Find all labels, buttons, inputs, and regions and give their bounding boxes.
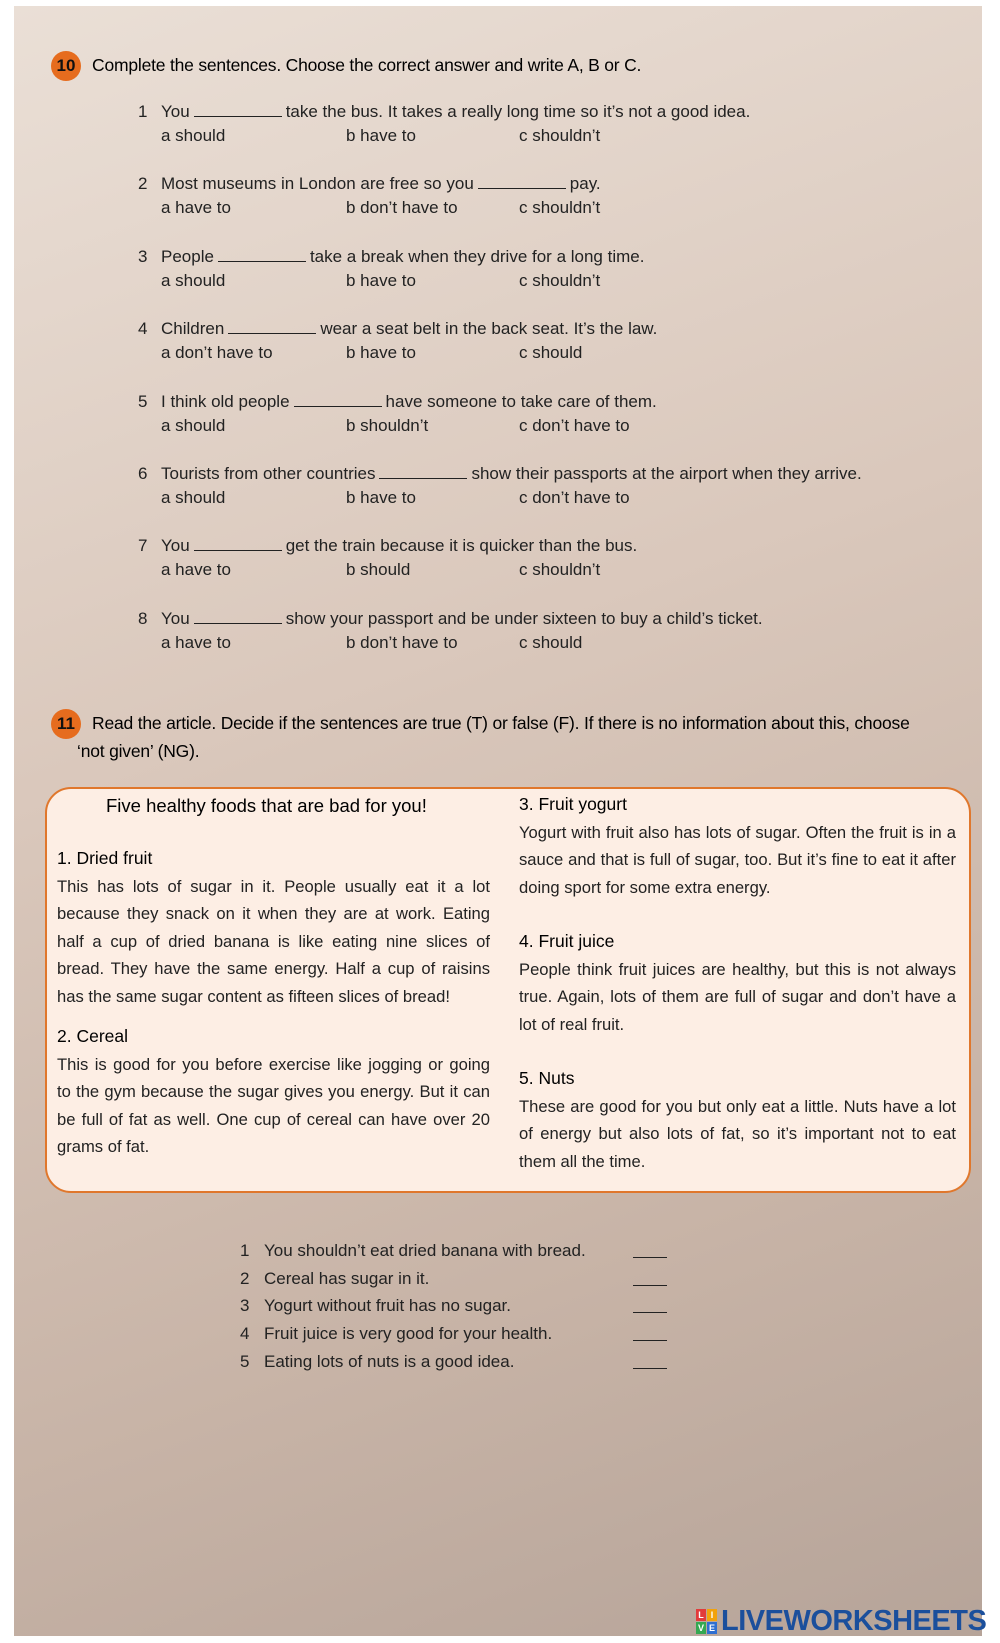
statement-number: 2	[240, 1268, 250, 1288]
logo-letter-tile: I	[707, 1609, 717, 1621]
logo-text: LIVEWORKSHEETS	[721, 1604, 987, 1637]
answer-blank[interactable]	[294, 392, 382, 407]
question-number: 5	[138, 391, 148, 411]
answer-blank[interactable]	[194, 536, 282, 551]
exercise-10-badge: 10	[51, 51, 81, 81]
question-text-before: Children	[161, 319, 225, 339]
option-c: c don’t have to	[519, 488, 630, 507]
article-body-fruit-juice: People think fruit juices are healthy, but this is not always true. Again, lots of them are full of sugar and don’t have a lot of real fruit.	[519, 959, 956, 1034]
question-text-before: You	[161, 102, 190, 121]
question-text-after: show your passport and be under sixteen to buy a child’s ticket.	[285, 608, 763, 628]
article-heading-fruit-yogurt: 3. Fruit yogurt	[519, 794, 627, 814]
answer-blank[interactable]	[228, 319, 316, 334]
question-number: 8	[138, 608, 148, 628]
question-text-after: wear a seat belt in the back seat. It’s the law.	[320, 319, 658, 339]
question-stem	[161, 174, 601, 194]
article-title: Five healthy foods that are bad for you!	[106, 795, 427, 816]
option-a: a have to	[161, 198, 231, 218]
question-text-after: pay.	[569, 174, 601, 194]
article-heading-nuts: 5. Nuts	[519, 1068, 575, 1088]
answer-blank[interactable]	[478, 174, 566, 189]
article-box	[45, 787, 971, 1193]
option-b: b have to	[346, 270, 416, 290]
option-c: c shouldn’t	[519, 270, 601, 290]
answer-blank[interactable]	[218, 247, 306, 262]
statement-text: Cereal has sugar in it.	[264, 1268, 430, 1288]
question-stem	[161, 464, 862, 484]
question-text-before: Most museums in London are free so you	[161, 174, 474, 194]
question-text-after: have someone to take care of them.	[385, 391, 657, 411]
statement-number: 3	[240, 1296, 250, 1316]
option-c: c shouldn’t	[519, 126, 601, 145]
statement-text: You shouldn’t eat dried banana with bread.	[264, 1241, 586, 1260]
answer-line[interactable]	[633, 1340, 667, 1341]
option-a: a should	[161, 270, 226, 290]
exercise-11-instruction-line1: Read the article. Decide if the sentences are true (T) or false (F). If there is no information about this, choose	[92, 713, 910, 733]
question-number: 6	[138, 464, 148, 483]
logo-letter-tile: E	[708, 1622, 715, 1633]
option-b: b don’t have to	[346, 632, 458, 652]
option-c: c should	[519, 343, 583, 363]
question-text-before: I think old people	[161, 391, 290, 411]
liveworksheets-logo	[696, 1604, 986, 1638]
question-stem	[161, 102, 750, 122]
statement-text: Fruit juice is very good for your health.	[264, 1324, 553, 1344]
question-stem	[161, 247, 644, 267]
article-heading-dried-fruit: 1. Dried fruit	[57, 848, 153, 868]
question-number: 4	[138, 319, 148, 339]
article-body-nuts: These are good for you but only eat a little. Nuts have a lot of energy but also lots of fat, so it’s important not to eat them all the time.	[519, 1096, 956, 1171]
question-stem	[161, 536, 637, 556]
answer-blank[interactable]	[379, 464, 467, 479]
logo-mark	[696, 1609, 717, 1634]
answer-line[interactable]	[633, 1257, 667, 1258]
option-a: a have to	[161, 632, 231, 652]
option-c: c don’t have to	[519, 415, 630, 435]
logo-letter-tile: V	[697, 1622, 704, 1633]
option-a: a don’t have to	[161, 343, 273, 363]
answer-blank[interactable]	[194, 609, 282, 624]
statement-text: Yogurt without fruit has no sugar.	[264, 1296, 511, 1316]
answer-line[interactable]	[633, 1285, 667, 1286]
question-number: 2	[138, 174, 148, 194]
option-b: b should	[346, 560, 411, 580]
statement-text: Eating lots of nuts is a good idea.	[264, 1351, 515, 1371]
question-text-after: get the train because it is quicker than the bus.	[285, 536, 638, 556]
question-stem	[161, 319, 657, 339]
option-c: c shouldn’t	[519, 198, 601, 218]
article-heading-fruit-juice: 4. Fruit juice	[519, 931, 615, 951]
answer-blank[interactable]	[194, 102, 282, 117]
option-c: c should	[519, 632, 583, 652]
exercise-10-instruction: Complete the sentences. Choose the correct answer and write A, B or C.	[92, 55, 642, 75]
option-a: a should	[161, 126, 226, 145]
statement-number: 5	[240, 1351, 250, 1371]
option-a: a should	[161, 415, 226, 435]
question-text-before: Tourists from other countries	[161, 464, 376, 483]
article-heading-cereal: 2. Cereal	[57, 1026, 129, 1046]
article-body-fruit-yogurt: Yogurt with fruit also has lots of sugar. Often the fruit is in a sauce and that is full of sugar, too. But it’s fine to eat it after doing sport for some extra energy.	[519, 822, 956, 897]
statement-number: 4	[240, 1324, 250, 1344]
question-text-after: take the bus. It takes a really long time so it’s not a good idea.	[285, 102, 751, 121]
exercise-11-badge: 11	[51, 709, 81, 739]
question-stem	[161, 392, 657, 412]
answer-line[interactable]	[633, 1312, 667, 1313]
option-b: b have to	[346, 488, 416, 507]
exercise-11-instruction-line2: ‘not given’ (NG).	[77, 741, 200, 761]
question-text-before: You	[161, 608, 190, 628]
question-number: 3	[138, 246, 148, 266]
option-a: a have to	[161, 560, 231, 580]
option-a: a should	[161, 488, 226, 507]
question-text-after: show their passports at the airport when they arrive.	[471, 464, 862, 483]
question-text-after: take a break when they drive for a long time.	[309, 246, 645, 266]
question-text-before: People	[161, 246, 214, 266]
article-body-dried-fruit: This has lots of sugar in it. People usually eat it a lot because they snack on it when they are at work. Eating half a cup of dried banana is like eating nine slices of bread. They have the same energy. Half a cup of raisins has the same sugar content as fifteen slices of bread!	[57, 876, 490, 1006]
question-number: 1	[138, 102, 148, 121]
option-b: b have to	[346, 343, 416, 363]
question-number: 7	[138, 536, 148, 556]
question-text-before: You	[161, 536, 190, 556]
logo-letter-tile: L	[696, 1609, 706, 1621]
question-stem	[161, 609, 763, 629]
statement-number: 1	[240, 1241, 250, 1260]
article-body-cereal: This is good for you before exercise like jogging or going to the gym because the sugar gives you energy. But it can be full of fat as well. One cup of cereal can have over 20 grams of fat.	[57, 1054, 490, 1156]
option-b: b shouldn’t	[346, 415, 429, 435]
option-b: b have to	[346, 126, 416, 145]
answer-line[interactable]	[633, 1368, 667, 1369]
option-b: b don’t have to	[346, 198, 458, 218]
option-c: c shouldn’t	[519, 560, 601, 580]
